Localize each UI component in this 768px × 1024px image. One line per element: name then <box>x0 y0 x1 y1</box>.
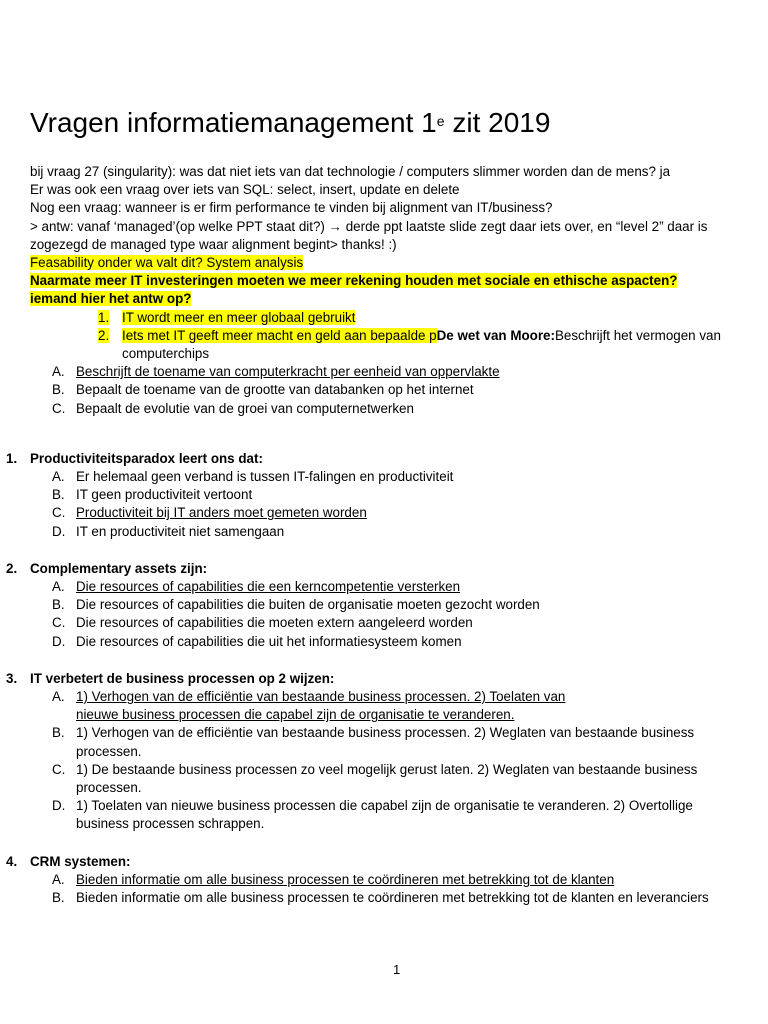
option: Er helemaal geen verband is tussen IT-falingen en productiviteit <box>76 469 454 484</box>
note-line: bij vraag 27 (singularity): was dat niet iets van dat technologie / computers slimmer worden dan de mens? ja <box>30 164 671 179</box>
title-text: Vragen informatiemanagement 1 <box>30 107 437 138</box>
option-letter: C. <box>52 505 66 521</box>
page-number: 1 <box>393 962 401 977</box>
option-letter: C. <box>52 615 66 631</box>
highlighted-text: Naarmate meer IT investeringen moeten we meer rekening houden met sociale en ethische aspacten? <box>30 273 678 289</box>
sub-answer-number <box>98 309 109 327</box>
highlighted-text: IT wordt meer en meer globaal gebruikt <box>122 309 356 325</box>
sub-answer-number <box>98 327 109 345</box>
sub-answer-text <box>122 309 355 327</box>
option: Die resources of capabilities die buiten de organisatie moeten gezocht worden <box>76 597 540 613</box>
correct-option: Productiviteit bij IT anders moet gemeten worden <box>76 505 367 521</box>
question-number: 1. <box>6 450 18 466</box>
option-letter: A. <box>52 364 65 380</box>
document-title <box>30 103 550 143</box>
question-text: IT verbetert de business processen op 2 wijzen: <box>30 670 335 686</box>
option: Die resources of capabilities die moeten extern aangeleerd worden <box>76 615 473 631</box>
option: Bepaalt de toename van de grootte van databanken op het internet <box>76 382 474 398</box>
option-letter: A. <box>52 579 65 594</box>
highlight-note <box>30 254 303 272</box>
question-text: CRM systemen: <box>30 853 131 869</box>
question-number: 3. <box>6 670 18 686</box>
note-line: zogezegd de managed type waar alignment begint> thanks! :) <box>30 236 397 252</box>
option: 1) Verhogen van de efficiëntie van bestaande business processen. 2) Weglaten van bestaande business <box>76 725 695 741</box>
option-letter: A. <box>52 689 65 704</box>
note-line: > antw: vanaf ‘managed’(op welke PPT staat dit?) → derde ppt laatste slide zegt daar iets over, en “level 2” daar is <box>30 218 708 234</box>
option: IT geen productiviteit vertoont <box>76 487 253 503</box>
option-letter: C. <box>52 761 66 777</box>
title-text-rest: zit 2019 <box>444 107 551 138</box>
highlighted-text: Iets met IT geeft meer macht en geld aan bepaalde p <box>122 327 437 343</box>
option: Bepaalt de evolutie van de groei van computernetwerken <box>76 400 414 416</box>
option-letter: A. <box>52 871 65 887</box>
title-superscript: e <box>436 113 445 129</box>
correct-option: 1) Verhogen van de efficiëntie van bestaande business processen. 2) Toelaten van <box>76 689 566 704</box>
sub-answer-text <box>122 327 721 345</box>
highlighted-text: Feasability onder wa valt dit? System analysis <box>30 255 304 270</box>
highlighted-text: 2. <box>98 327 110 343</box>
option-letter: B. <box>52 597 65 613</box>
option-letter: A. <box>52 469 65 484</box>
bold-question-line <box>30 290 191 308</box>
option-letter: D. <box>52 633 66 649</box>
option-letter: D. <box>52 798 66 814</box>
correct-option: nieuwe business processen die capabel zijn de organisatie te veranderen. <box>76 707 515 723</box>
option: business processen schrappen. <box>76 816 265 832</box>
note-line: Er was ook een vraag over iets van SQL: select, insert, update en delete <box>30 182 460 198</box>
question-moore-title: De wet van Moore: <box>436 327 555 343</box>
option: processen. <box>76 780 142 795</box>
question-number: 4. <box>6 853 18 869</box>
correct-option: Beschrijft de toename van computerkracht per eenheid van oppervlakte <box>76 364 500 380</box>
highlighted-text: 1. <box>98 309 110 325</box>
option: 1) De bestaande business processen zo veel mogelijk gerust laten. 2) Weglaten van bestaande business <box>76 761 698 777</box>
question-text: Complementary assets zijn: <box>30 560 208 576</box>
note-line: Nog een vraag: wanneer is er firm performance te vinden bij alignment van IT/business? <box>30 200 553 216</box>
question-text: Productiviteitsparadox leert ons dat: <box>30 450 263 466</box>
bold-question-line <box>30 272 677 290</box>
question-moore-continuation: computerchips <box>122 346 210 361</box>
question-moore-text: Beschrijft het vermogen van <box>554 327 721 343</box>
option-letter: B. <box>52 382 65 398</box>
option-letter: C. <box>52 400 66 416</box>
option-letter: B. <box>52 487 65 503</box>
option: IT en productiviteit niet samengaan <box>76 523 285 539</box>
correct-option: Die resources of capabilities die een kerncompetentie versterken <box>76 579 461 594</box>
correct-option: Bieden informatie om alle business processen te coördineren met betrekking tot de klanten <box>76 871 615 887</box>
highlighted-text: iemand hier het antw op? <box>30 291 192 307</box>
option-letter: B. <box>52 725 65 741</box>
question-number: 2. <box>6 560 18 576</box>
option: Die resources of capabilities die uit het informatiesysteem komen <box>76 633 462 649</box>
option-letter: D. <box>52 523 66 539</box>
option: 1) Toelaten van nieuwe business processen die capabel zijn de organisatie te veranderen. 2) Overtollige <box>76 798 693 814</box>
option: Bieden informatie om alle business processen te coördineren met betrekking tot de klanten en leveranciers <box>76 890 709 905</box>
option: processen. <box>76 743 142 759</box>
option-letter: B. <box>52 890 65 905</box>
